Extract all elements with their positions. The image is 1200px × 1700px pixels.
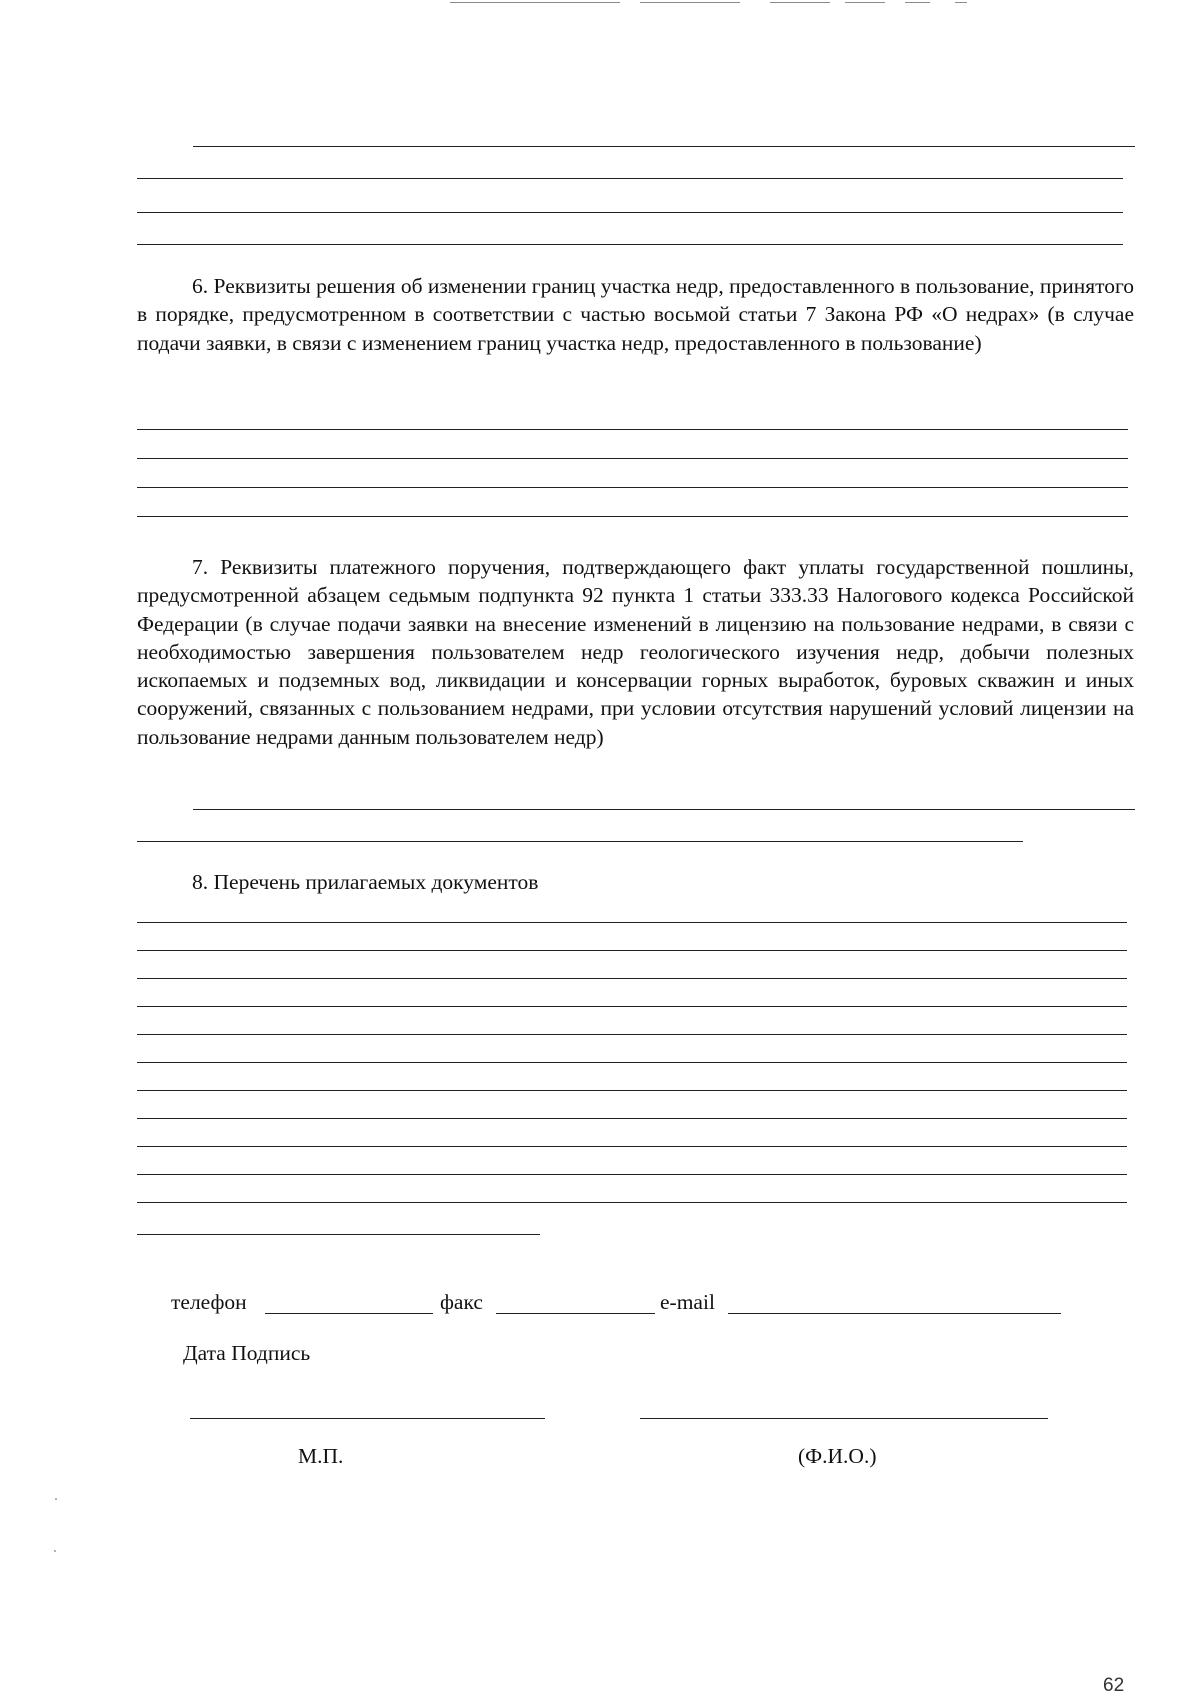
- fill-line[interactable]: [193, 146, 1135, 147]
- documents-fill-line[interactable]: [137, 922, 1127, 923]
- phone-field[interactable]: [265, 1313, 433, 1314]
- stamp-label: М.П.: [298, 1444, 344, 1468]
- phone-label: телефон: [171, 1290, 247, 1314]
- scan-artifact-line: [450, 2, 620, 3]
- section-6-fill-line[interactable]: [137, 429, 1128, 430]
- section-7-text: 7. Реквизиты платежного поручения, подтверждающего факт уплаты государственной пошлины, предусмотренной абзацем седьмым подпункта 92 пункта 1 статьи 333.33 Налогового кодекса Российской Федерации (в случае подачи заявки на внесение изменений в лицензию на пользование недрами, в связи с необходимостью завершения пользователем недр геологического изучения недр, добычи полезных ископаемых и подземных вод, ликвидации и консервации горных выработок, буровых скважин и иных сооружений, связанных с пользованием недрами, при условии отсутствия нарушений условий лицензии на пользование недрами данным пользователем недр): [137, 555, 1134, 749]
- scan-speck: [55, 1498, 57, 1500]
- fill-line[interactable]: [137, 212, 1123, 213]
- email-label: e-mail: [660, 1290, 715, 1314]
- full-name-label: (Ф.И.О.): [798, 1444, 877, 1468]
- section-6-text: 6. Реквизиты решения об изменении границ участка недр, предоставленного в пользование, принятого в порядке, предусмотренном в соответствии с частью восьмой статьи 7 Закона РФ «О недрах» (в случае подачи заявки, в связи с изменением границ участка недр, предоставленного в пользование): [137, 274, 1134, 355]
- fill-line[interactable]: [137, 244, 1123, 245]
- documents-fill-line[interactable]: [137, 1234, 540, 1235]
- scan-artifact-line: [845, 2, 885, 3]
- section-6-fill-line[interactable]: [137, 458, 1128, 459]
- documents-fill-line[interactable]: [137, 1174, 1127, 1175]
- section-6-fill-line[interactable]: [137, 487, 1128, 488]
- signature-field[interactable]: [190, 1418, 545, 1419]
- fax-field[interactable]: [496, 1313, 655, 1314]
- scan-speck: [54, 1550, 56, 1552]
- section-6-fill-line[interactable]: [137, 516, 1128, 517]
- date-signature-label: Дата Подпись: [183, 1341, 311, 1365]
- documents-fill-line[interactable]: [137, 1062, 1127, 1063]
- fax-label: факс: [440, 1290, 483, 1314]
- fill-line[interactable]: [137, 178, 1123, 179]
- email-field[interactable]: [728, 1313, 1061, 1314]
- section-7-fill-line[interactable]: [137, 841, 1023, 842]
- documents-fill-line[interactable]: [137, 950, 1127, 951]
- section-8-title: 8. Перечень прилагаемых документов: [192, 870, 539, 894]
- full-name-field[interactable]: [640, 1418, 1048, 1419]
- documents-fill-line[interactable]: [137, 1006, 1127, 1007]
- documents-fill-line[interactable]: [137, 978, 1127, 979]
- page-number: 62: [1103, 1675, 1125, 1696]
- scan-artifact-line: [905, 2, 930, 3]
- documents-fill-line[interactable]: [137, 1034, 1127, 1035]
- documents-fill-line[interactable]: [137, 1090, 1127, 1091]
- scan-artifact-line: [955, 2, 967, 3]
- scan-artifact-line: [640, 2, 740, 3]
- scan-artifact-line: [770, 2, 830, 3]
- section-7-fill-line[interactable]: [193, 809, 1135, 810]
- documents-fill-line[interactable]: [137, 1146, 1127, 1147]
- documents-fill-line[interactable]: [137, 1118, 1127, 1119]
- documents-fill-line[interactable]: [137, 1202, 1127, 1203]
